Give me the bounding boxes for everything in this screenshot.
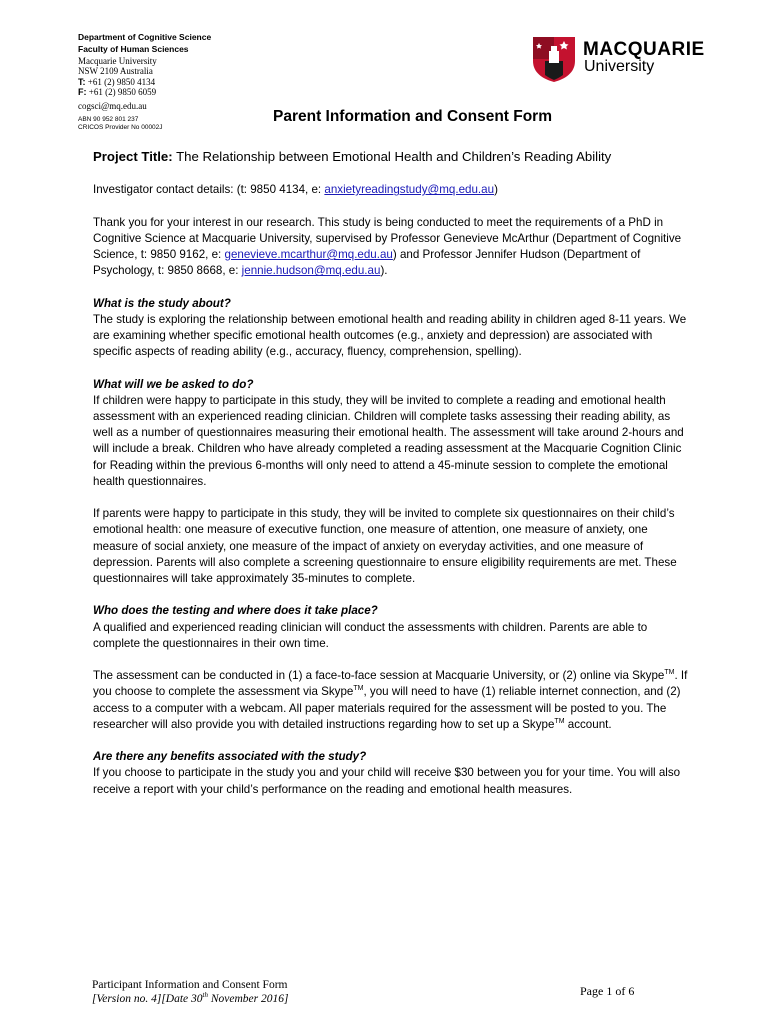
address-block	[78, 56, 157, 111]
section-heading: Who does the testing and where does it take place?	[93, 604, 378, 618]
trademark-sup: TM	[353, 685, 364, 693]
address-line: NSW 2109 Australia	[78, 66, 153, 77]
section-heading: What is the study about?	[93, 296, 231, 310]
project-title	[93, 149, 693, 165]
assessment-text: , you will need to have (1) reliable internet connection, and (2) access to a computer with a webcam. All paper materials required for the assessment will be posted to you. The researcher will also provide you with detailed instructions regarding how to set up a Skype	[93, 685, 681, 731]
section-heading: What will we be asked to do?	[93, 377, 254, 391]
assessment-text: account.	[564, 717, 612, 731]
who-section	[93, 603, 693, 652]
benefits-section	[93, 749, 693, 798]
fax-label: F:	[78, 87, 87, 98]
assessment-text: The assessment can be conducted in (1) a face-to-face session at Macquarie University, or (2) online via Skype	[93, 669, 665, 683]
section-text: The study is exploring the relationship between emotional health and reading ability in children aged 8-11 years. We are examining whether specific emotional health outcomes (e.g., anxiety and depression) are associated with specific aspects of reading ability (e.g., accuracy, fluency, comprehension, spelling).	[93, 312, 687, 359]
project-title-text: The Relationship between Emotional Health and Children’s Reading Ability	[172, 149, 612, 164]
intro-text: ).	[380, 264, 388, 278]
intro-text: Thank you for your interest in our research. This study is being conducted to meet the requirements of a PhD in Cognitive Science at Macquarie University, supervised by Professor Genevieve McArthur (Department of Cognitive Science, t: 9850 9162, e:	[93, 215, 682, 261]
section-text: If children were happy to participate in this study, they will be invited to complete a reading and emotional health assessment with an experienced reading clinician. Children will complete tasks assessing their reading ability, as well as a number of questionnaires measuring their emotional health. The assessment will take around 2-hours and will include a break. Children who have already completed a reading assessment at the Macquarie Cognition Clinic for Reading within the previous 6-months will only need to attend a 45-minute session to complete the emotional health questionnaires.	[93, 393, 684, 488]
contact-details	[93, 182, 693, 198]
supervisor1-email-link[interactable]: genevieve.mcarthur@mq.edu.au	[224, 248, 393, 261]
fax-number: +61 (2) 9850 6059	[86, 87, 157, 98]
phone-number: +61 (2) 9850 4134	[85, 76, 156, 87]
section-text: A qualified and experienced reading clinician will conduct the assessments with children. Parents are able to complete the questionnaires in their own time.	[93, 620, 648, 650]
contact-prefix: Investigator contact details: (t: 9850 4134, e:	[93, 183, 325, 197]
phone-line	[78, 77, 157, 87]
footer	[92, 978, 288, 1006]
email-line: cogsci@mq.edu.au	[78, 100, 147, 111]
trademark-sup: TM	[554, 717, 565, 725]
address-line: Macquarie University	[78, 56, 157, 66]
page-number: Page 1 of 6	[580, 984, 635, 998]
abn-number: ABN 90 952 801 237	[78, 116, 139, 123]
investigator-email-link[interactable]: anxietyreadingstudy@mq.edu.au	[324, 183, 495, 197]
section-text: If you choose to participate in the study you and your child will receive $30 between you for your time. You will also receive a report with your child’s performance on the reading and emotional health measures.	[93, 766, 681, 796]
section-heading: Are there any benefits associated with the study?	[93, 750, 367, 764]
fax-line	[78, 87, 157, 97]
assessment-paragraph	[93, 668, 693, 733]
phone-label: T:	[78, 76, 86, 87]
version-text: November 2016]	[207, 993, 289, 1005]
project-title-label: Project Title:	[93, 149, 173, 164]
faculty-name: Faculty of Human Sciences	[78, 44, 189, 54]
asked-section	[93, 377, 693, 490]
university-shield-logo	[531, 35, 577, 83]
version-text: [Version no. 4][Date 30	[92, 993, 203, 1005]
parents-paragraph: If parents were happy to participate in this study, they will be invited to complete six questionnaires on their child’s emotional health: one measure of executive function, one measure of attention, one measure of anxiety, one measure of social anxiety, one measure of the impact of anxiety on everyday activities, and one measure of depression. Parents will also complete a screening questionnaire to ensure eligibility requirements are met. These questionnaires will take approximately 35-minutes to complete.	[93, 507, 677, 586]
footer-form-name: Participant Information and Consent Form	[92, 979, 288, 991]
assessment-text: . If you choose to complete the assessment via Skype	[93, 669, 688, 699]
logo-wordmark: MACQUARIE	[583, 39, 705, 60]
cricos-number: CRICOS Provider No 00002J	[78, 124, 163, 131]
document-body	[93, 149, 693, 814]
date-suffix: th	[202, 991, 208, 1000]
document-title: Parent Information and Consent Form	[272, 108, 552, 125]
department-name: Department of Cognitive Science	[78, 32, 212, 42]
intro-text: ) and Professor Jennifer Hudson (Department of Psychology, t: 9850 8668, e:	[93, 248, 641, 278]
footer-version	[92, 992, 288, 1006]
contact-suffix: )	[494, 183, 498, 197]
trademark-sup: TM	[664, 669, 675, 677]
intro-paragraph	[93, 215, 693, 280]
about-section	[93, 296, 693, 361]
department-block	[78, 31, 211, 55]
supervisor2-email-link[interactable]: jennie.hudson@mq.edu.au	[241, 264, 381, 278]
logo-subtitle: University	[584, 58, 655, 75]
